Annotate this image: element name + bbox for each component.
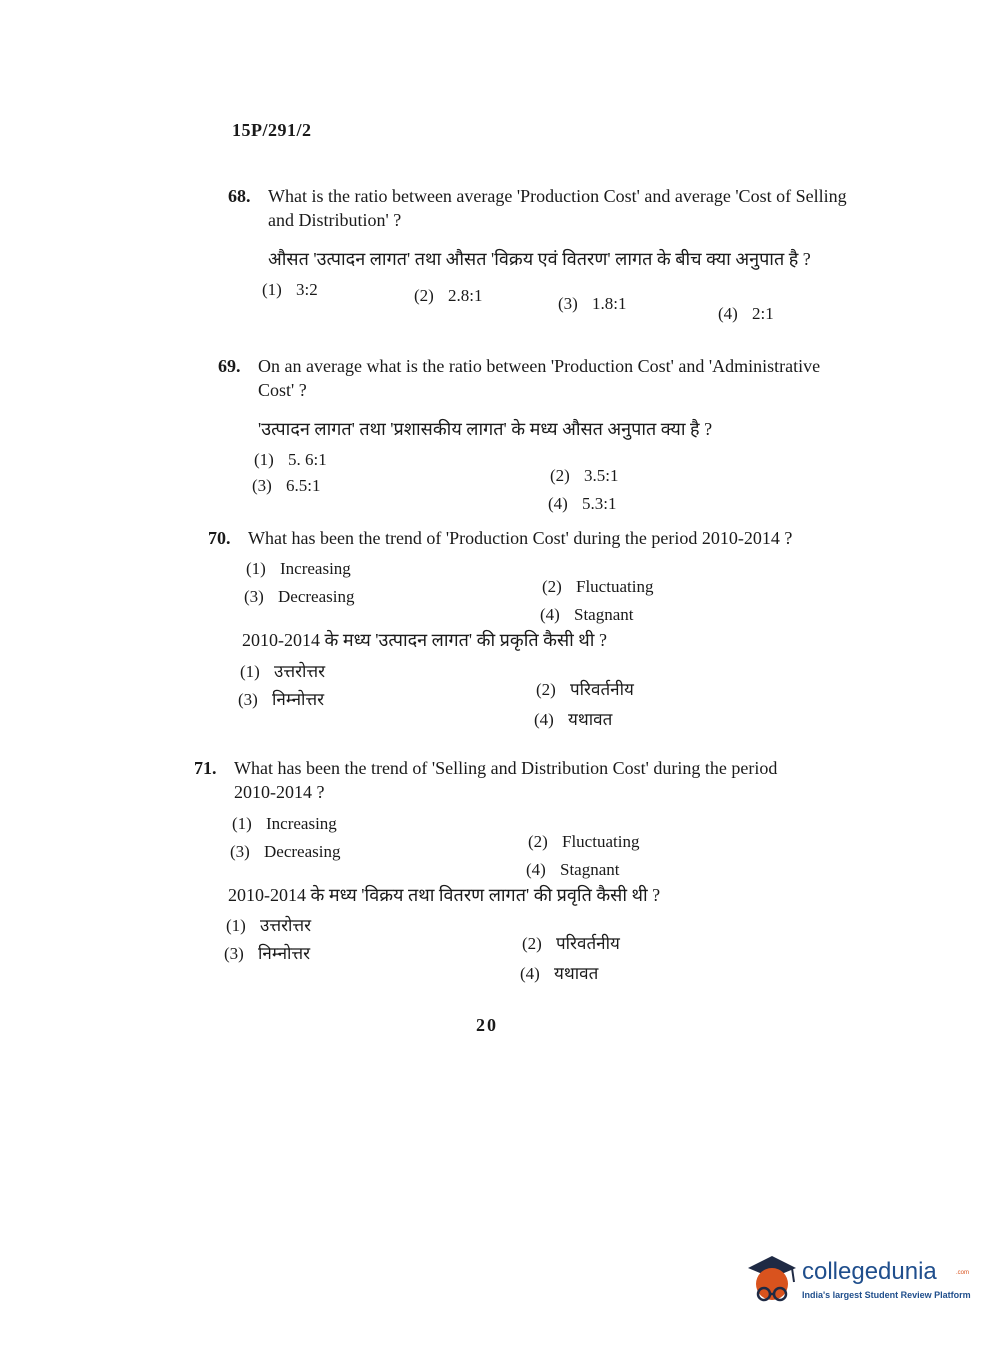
option-3: (3) Decreasing xyxy=(244,587,355,607)
question-number: 69. xyxy=(218,356,241,376)
logo-suffix: .com xyxy=(956,1270,970,1276)
option-1: (1) उत्तरोत्तर xyxy=(226,915,312,935)
option-2: (2) परिवर्तनीय xyxy=(536,679,634,699)
question-text-en: On an average what is the ratio between 'Production Cost' and 'Administrative Cost' ? xyxy=(258,356,821,401)
mascot-icon xyxy=(742,1250,800,1310)
option-2: (2) 2.8:1 xyxy=(414,285,483,305)
logo-tagline: India's largest Student Review Platform xyxy=(802,1290,971,1300)
question-69 xyxy=(218,354,843,513)
question-text-en: What has been the trend of 'Production Cost' during the period 2010-2014 ? xyxy=(248,528,793,548)
option-4: (4) 5.3:1 xyxy=(548,493,617,513)
option-3: (3) निम्नोत्तर xyxy=(224,943,311,963)
options-hi xyxy=(238,661,833,729)
option-4: (4) 2:1 xyxy=(718,303,774,323)
options-en xyxy=(244,558,833,625)
question-text-en: What has been the trend of 'Selling and Distribution Cost' during the period 2010-2014 ? xyxy=(234,758,778,803)
collegedunia-logo xyxy=(742,1250,972,1310)
option-4: (4) Stagnant xyxy=(540,605,634,625)
option-1: (1) उत्तरोत्तर xyxy=(240,661,326,681)
question-text-hi: 2010-2014 के मध्य 'उत्पादन लागत' की प्रकृति कैसी थी ? xyxy=(242,630,607,651)
question-68 xyxy=(228,184,853,323)
option-3: (3) 6.5:1 xyxy=(252,475,321,495)
option-4: (4) यथावत xyxy=(520,963,599,983)
logo-wordmark: collegedunia xyxy=(802,1258,937,1285)
options-en xyxy=(230,813,819,879)
option-4: (4) Stagnant xyxy=(526,859,620,879)
question-number: 70. xyxy=(208,528,231,548)
options xyxy=(262,279,853,323)
question-text-hi: 2010-2014 के मध्य 'विक्रय तथा वितरण लागत' की प्रवृति कैसी थी ? xyxy=(228,884,661,905)
question-text-hi: औसत 'उत्पादन लागत' तथा औसत 'विक्रय एवं वितरण' लागत के बीच क्या अनुपात है ? xyxy=(268,248,811,269)
question-text-en: What is the ratio between average 'Production Cost' and average 'Cost of Selling and Distribution' ? xyxy=(268,186,847,231)
question-number: 68. xyxy=(228,186,251,206)
option-2: (2) Fluctuating xyxy=(542,577,654,597)
paper-code: 15P/291/2 xyxy=(232,120,312,140)
option-3: (3) Decreasing xyxy=(230,841,341,861)
option-1: (1) 5. 6:1 xyxy=(254,449,327,469)
option-1: (1) Increasing xyxy=(232,813,337,833)
option-2: (2) परिवर्तनीय xyxy=(522,933,620,953)
option-3: (3) 1.8:1 xyxy=(558,293,627,313)
option-3: (3) निम्नोत्तर xyxy=(238,689,325,709)
options xyxy=(252,449,843,513)
option-1: (1) Increasing xyxy=(246,559,351,579)
options-hi xyxy=(224,915,819,983)
question-70 xyxy=(208,526,833,729)
option-1: (1) 3:2 xyxy=(262,279,318,299)
page-number: 20 xyxy=(476,1015,498,1035)
question-71 xyxy=(194,756,819,983)
option-2: (2) Fluctuating xyxy=(528,831,640,851)
question-text-hi: 'उत्पादन लागत' तथा 'प्रशासकीय लागत' के मध्य औसत अनुपात क्या है ? xyxy=(258,418,713,439)
option-4: (4) यथावत xyxy=(534,709,613,729)
option-2: (2) 3.5:1 xyxy=(550,465,619,485)
question-number: 71. xyxy=(194,758,217,778)
